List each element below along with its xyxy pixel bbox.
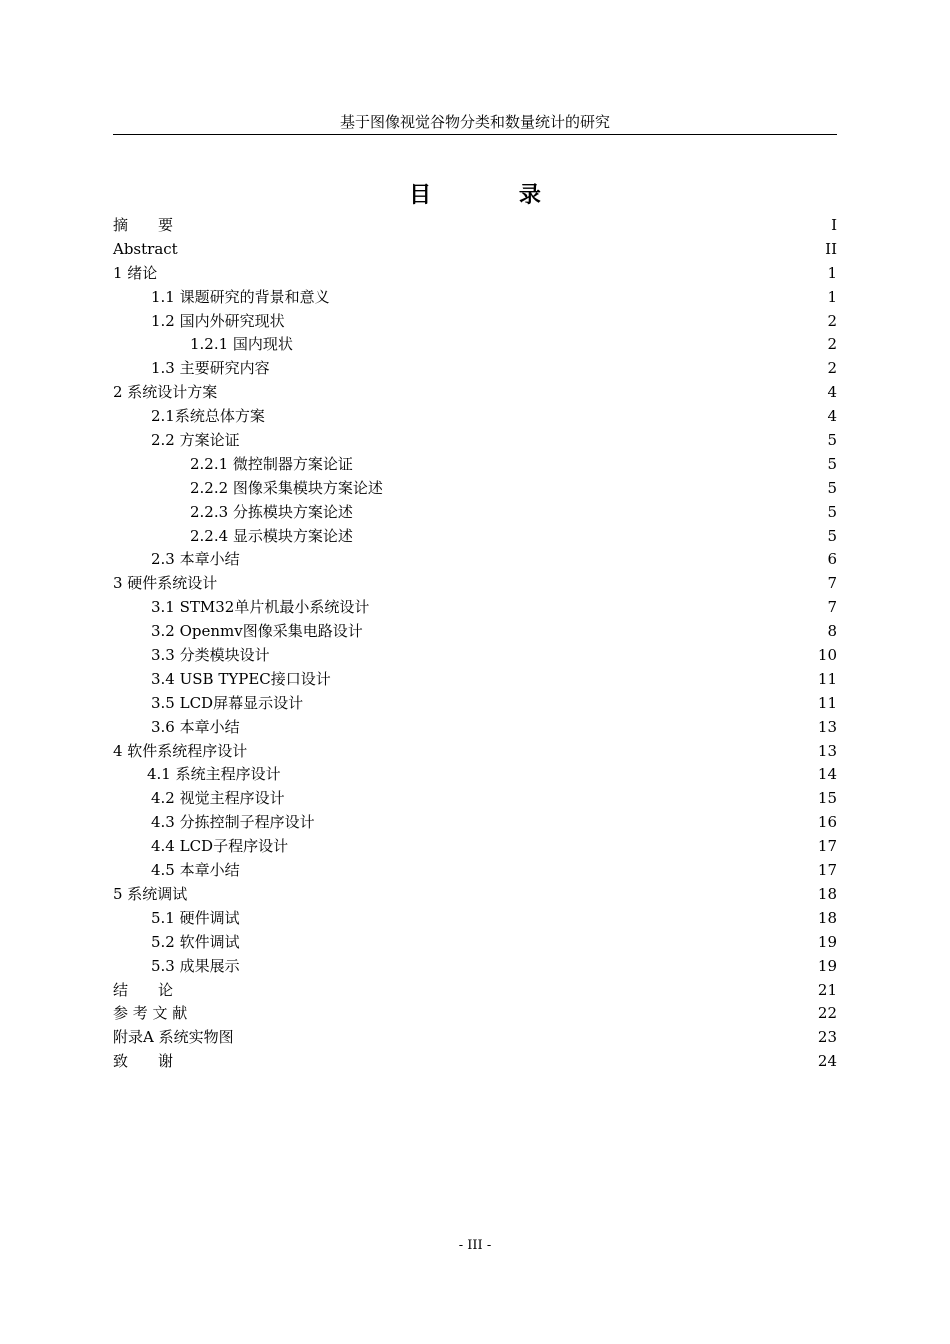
toc-entry-label: 2.2.4 显示模块方案论述 xyxy=(190,526,353,545)
toc-entry-page: 11 xyxy=(817,669,837,688)
toc-entry-label: 3 硬件系统设计 xyxy=(113,574,218,593)
toc-entry-page: 15 xyxy=(817,789,837,808)
toc-entry-page: 23 xyxy=(817,1028,837,1047)
toc-entry[interactable] xyxy=(113,238,837,262)
toc-entry-page: 19 xyxy=(817,956,837,975)
table-of-contents xyxy=(113,214,837,1074)
toc-entry-page: 8 xyxy=(827,622,837,641)
toc-entry-page: 18 xyxy=(817,884,837,903)
toc-entry-page: 6 xyxy=(827,550,837,569)
toc-entry[interactable] xyxy=(113,644,837,668)
toc-entry[interactable] xyxy=(113,1050,837,1074)
toc-title: 目 录 xyxy=(409,183,581,208)
toc-entry-page: 5 xyxy=(827,502,837,521)
toc-entry[interactable] xyxy=(113,979,837,1003)
toc-entry[interactable] xyxy=(113,262,837,286)
toc-entry-label: 5.3 成果展示 xyxy=(151,956,240,975)
toc-entry-label: 1.2.1 国内现状 xyxy=(190,335,293,354)
toc-entry[interactable] xyxy=(113,1026,837,1050)
running-header: 基于图像视觉谷物分类和数量统计的研究 xyxy=(339,113,610,131)
toc-entry-label: 2 系统设计方案 xyxy=(113,383,218,402)
toc-entry-label: 3.3 分类模块设计 xyxy=(151,646,270,665)
toc-entry-label: 2.2 方案论证 xyxy=(151,431,240,450)
toc-entry-label: 3.6 本章小结 xyxy=(151,717,240,736)
header-rule xyxy=(113,134,837,135)
toc-entry-page: 17 xyxy=(817,837,837,856)
toc-entry-page: 13 xyxy=(817,717,837,736)
toc-entry-label: 2.2.2 图像采集模块方案论述 xyxy=(190,478,383,497)
toc-entry-page: 2 xyxy=(827,311,837,330)
toc-entry-label: 1.3 主要研究内容 xyxy=(151,359,270,378)
toc-entry[interactable] xyxy=(113,501,837,525)
toc-entry-label: 4.1 系统主程序设计 xyxy=(147,765,281,784)
toc-entry[interactable] xyxy=(113,716,837,740)
toc-entry[interactable] xyxy=(113,1002,837,1026)
toc-entry-page: 24 xyxy=(817,1052,837,1071)
toc-entry-label: 5.1 硬件调试 xyxy=(151,908,240,927)
toc-entry-page: 21 xyxy=(817,980,837,999)
toc-entry-label: 3.4 USB TYPEC接口设计 xyxy=(151,669,331,688)
toc-entry[interactable] xyxy=(113,572,837,596)
toc-entry-label: 摘 要 xyxy=(113,216,174,234)
toc-entry[interactable] xyxy=(113,333,837,357)
toc-entry-page: 17 xyxy=(817,861,837,880)
toc-entry-page: 16 xyxy=(817,813,837,832)
toc-entry-page: 2 xyxy=(827,335,837,354)
toc-entry[interactable] xyxy=(113,883,837,907)
toc-entry-page: 13 xyxy=(817,741,837,760)
toc-entry-label: 5.2 软件调试 xyxy=(151,932,240,951)
toc-entry-label: 2.3 本章小结 xyxy=(151,550,240,569)
toc-entry-page: 11 xyxy=(817,693,837,712)
toc-entry[interactable] xyxy=(113,907,837,931)
page-number: - III - xyxy=(458,1238,492,1253)
toc-entry-page: 19 xyxy=(817,932,837,951)
toc-entry[interactable] xyxy=(113,620,837,644)
toc-entry-label: Abstract xyxy=(113,239,178,258)
toc-entry-label: 4.5 本章小结 xyxy=(151,861,240,880)
toc-entry[interactable] xyxy=(113,692,837,716)
toc-entry-label: 附录A 系统实物图 xyxy=(113,1028,234,1047)
toc-entry-page: 18 xyxy=(817,908,837,927)
toc-entry-page: 4 xyxy=(827,407,837,426)
toc-entry-page: 5 xyxy=(827,526,837,545)
toc-entry[interactable] xyxy=(113,548,837,572)
toc-entry-page: 1 xyxy=(827,263,837,282)
toc-entry-label: 1.1 课题研究的背景和意义 xyxy=(151,287,330,306)
toc-entry-label: 4.3 分拣控制子程序设计 xyxy=(151,813,315,832)
toc-entry-page: 14 xyxy=(817,765,837,784)
toc-entry[interactable] xyxy=(113,596,837,620)
toc-entry[interactable] xyxy=(113,787,837,811)
toc-entry[interactable] xyxy=(113,811,837,835)
toc-entry[interactable] xyxy=(113,214,837,238)
toc-entry[interactable] xyxy=(113,429,837,453)
toc-entry-page: I xyxy=(831,216,837,234)
toc-entry[interactable] xyxy=(113,740,837,764)
toc-entry[interactable] xyxy=(113,859,837,883)
toc-entry[interactable] xyxy=(113,668,837,692)
toc-entry-label: 2.1系统总体方案 xyxy=(151,407,265,426)
toc-entry-page: 1 xyxy=(827,287,837,306)
toc-entry-label: 参 考 文 献 xyxy=(113,1004,188,1023)
toc-entry[interactable] xyxy=(113,525,837,549)
toc-entry-label: 结 论 xyxy=(113,980,174,999)
toc-entry-page: 22 xyxy=(817,1004,837,1023)
toc-entry-page: 4 xyxy=(827,383,837,402)
toc-entry-label: 3.2 Openmv图像采集电路设计 xyxy=(151,622,363,641)
toc-entry-label: 4.2 视觉主程序设计 xyxy=(151,789,285,808)
toc-entry[interactable] xyxy=(113,955,837,979)
toc-entry-label: 3.5 LCD屏幕显示设计 xyxy=(151,693,304,712)
toc-entry[interactable] xyxy=(113,357,837,381)
toc-entry-label: 2.2.1 微控制器方案论证 xyxy=(190,454,353,473)
toc-entry[interactable] xyxy=(113,477,837,501)
toc-entry[interactable] xyxy=(113,453,837,477)
toc-entry-page: 10 xyxy=(817,646,837,665)
toc-entry-page: 5 xyxy=(827,454,837,473)
toc-entry[interactable] xyxy=(113,931,837,955)
toc-entry-page: 5 xyxy=(827,431,837,450)
toc-entry-label: 1.2 国内外研究现状 xyxy=(151,311,285,330)
toc-entry-label: 致 谢 xyxy=(113,1052,174,1071)
toc-entry-label: 5 系统调试 xyxy=(113,884,188,903)
toc-entry-page: 2 xyxy=(827,359,837,378)
toc-entry[interactable] xyxy=(113,835,837,859)
toc-entry[interactable] xyxy=(113,310,837,334)
toc-entry-page: 5 xyxy=(827,478,837,497)
toc-entry-label: 4.4 LCD子程序设计 xyxy=(151,837,289,856)
toc-entry-page: 7 xyxy=(827,598,837,617)
toc-entry[interactable] xyxy=(113,381,837,405)
toc-entry-label: 3.1 STM32单片机最小系统设计 xyxy=(151,598,370,617)
toc-entry-label: 2.2.3 分拣模块方案论述 xyxy=(190,502,353,521)
toc-entry-label: 1 绪论 xyxy=(113,263,158,282)
toc-entry[interactable] xyxy=(113,763,837,787)
toc-entry-label: 4 软件系统程序设计 xyxy=(113,741,248,760)
toc-entry-page: 7 xyxy=(827,574,837,593)
toc-entry[interactable] xyxy=(113,405,837,429)
toc-entry-page: II xyxy=(825,239,837,258)
toc-entry[interactable] xyxy=(113,286,837,310)
